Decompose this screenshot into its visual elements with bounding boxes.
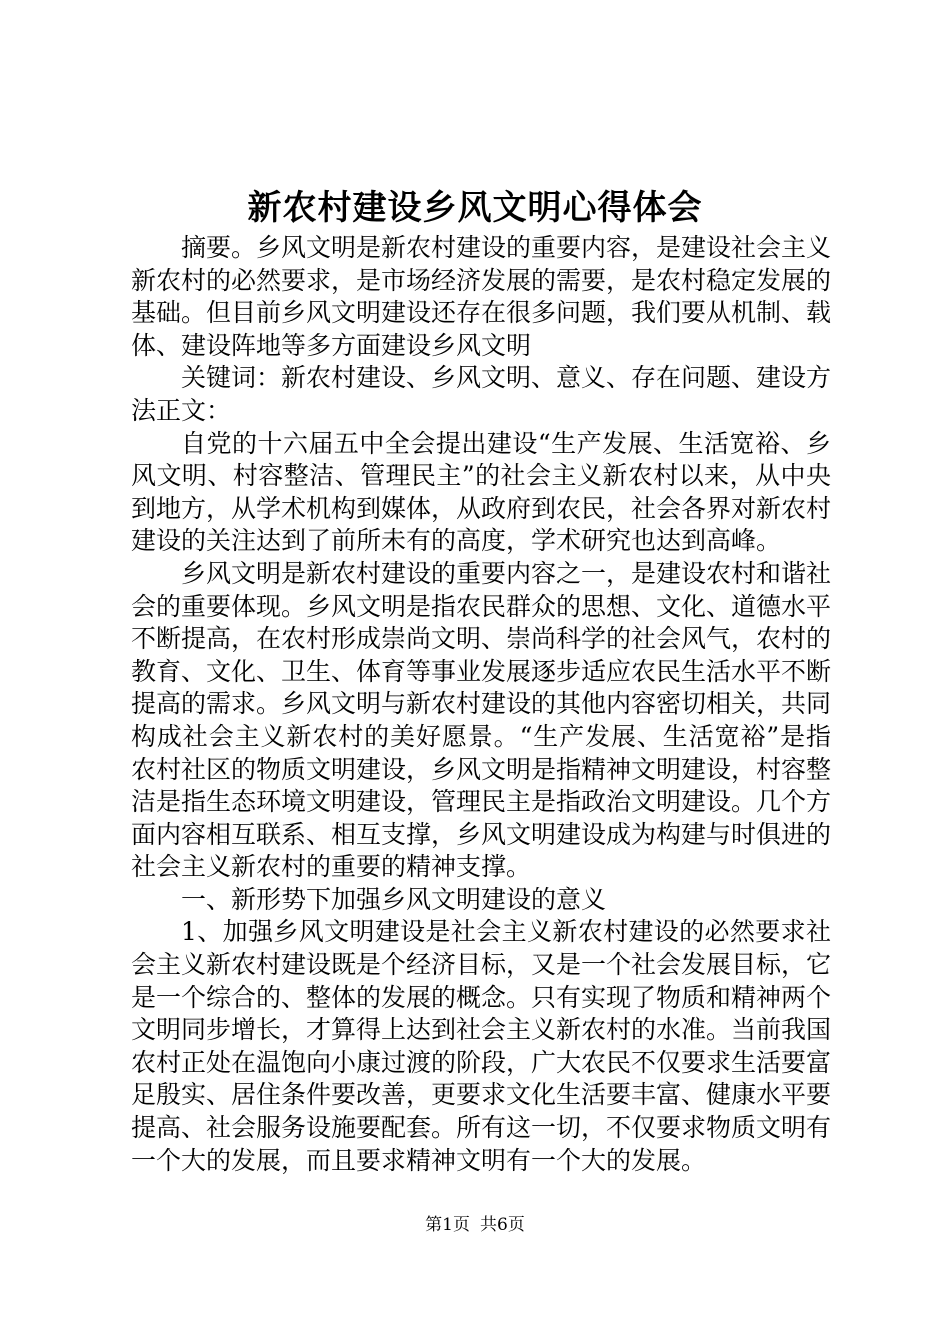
body-paragraph: 自党的十六届五中全会提出建设“生产发展、生活宽裕、乡风文明、村容整洁、管理民主”的社会主义新农村以来，从中央到地方，从学术机构到媒体，从政府到农民，社会各界对新农村建设的关注达到了前所未有的高度，学术研究也达到高峰。 — [131, 428, 832, 556]
body-paragraph: 乡风文明是新农村建设的重要内容之一，是建设农村和谐社会的重要体现。乡风文明是指农民群众的思想、文化、道德水平不断提高，在农村形成崇尚文明、崇尚科学的社会风气，农村的教育、文化、卫生、体育等事业发展逐步适应农民生活水平不断提高的需求。乡风文明与新农村建设的其他内容密切相关，共同构成社会主义新农村的美好愿景。“生产发展、生活宽裕”是指农村社区的物质文明建设，乡风文明是指精神文明建设，村容整洁是指生态环境文明建设，管理民主是指政治文明建设。几个方面内容相互联系、相互支撑，乡风文明建设成为构建与时俱进的社会主义新农村的重要的精神支撑。 — [131, 558, 832, 882]
body-paragraph: 1、加强乡风文明建设是社会主义新农村建设的必然要求社会主义新农村建设既是个经济目标，又是一个社会发展目标，它是一个综合的、整体的发展的概念。只有实现了物质和精神两个文明同步增长，才算得上达到社会主义新农村的水准。当前我国农村正处在温饱向小康过渡的阶段，广大农民不仅要求生活要富足殷实、居住条件要改善，更要求文化生活要丰富、健康水平要提高、社会服务设施要配套。所有这一切，不仅要求物质文明有一个大的发展，而且要求精神文明有一个大的发展。 — [131, 917, 832, 1175]
page-number: 第1页 — [425, 1215, 470, 1235]
document-title: 新农村建设乡风文明心得体会 — [247, 188, 703, 228]
page-footer — [0, 1214, 950, 1236]
page-total: 共6页 — [480, 1215, 525, 1235]
abstract-paragraph: 摘要。乡风文明是新农村建设的重要内容，是建设社会主义新农村的必然要求，是市场经济发展的需要，是农村稳定发展的基础。但目前乡风文明建设还存在很多问题，我们要从机制、载体、建设阵地等多方面建设乡风文明 — [131, 233, 832, 360]
section-heading: 一、新形势下加强乡风文明建设的意义 — [181, 884, 607, 914]
keywords-paragraph: 关键词：新农村建设、乡风文明、意义、存在问题、建设方法正文： — [131, 363, 832, 425]
document-body — [131, 232, 831, 1177]
